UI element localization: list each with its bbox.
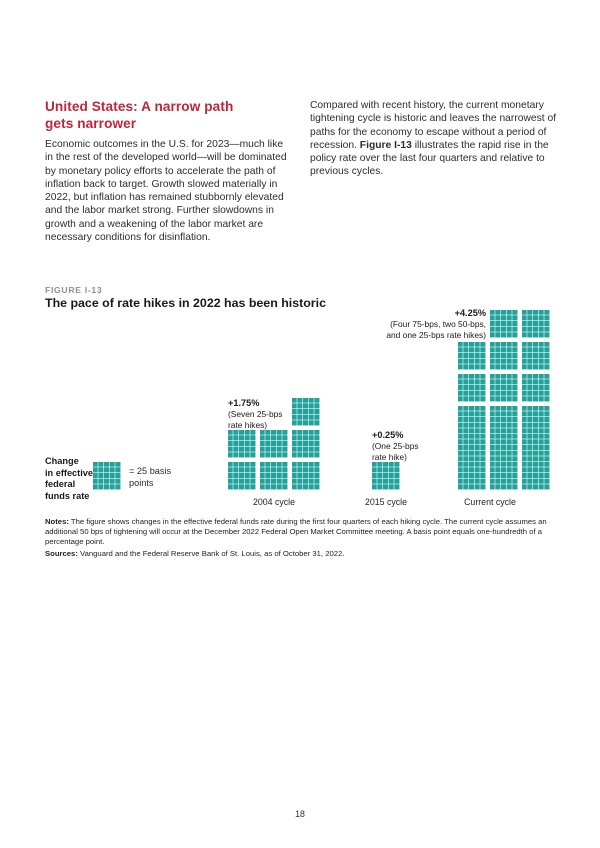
waffle-block-group [490, 342, 518, 370]
waffle-block-group [490, 374, 518, 402]
waffle-block-group [292, 430, 320, 458]
body-right-text-after: illustrates the rapid rise in the policy rate over the last four quarters and relative to previous cycles. [310, 139, 549, 178]
waffle-column [522, 310, 550, 490]
waffle-block-group [522, 342, 550, 370]
legend-axis-label-line: Change [45, 456, 79, 466]
waffle-block-group [490, 406, 518, 490]
figure-label: FIGURE I-13 [45, 285, 103, 295]
legend-axis-label-line: funds rate [45, 490, 90, 501]
annotation-2004-line: rate hikes) [228, 419, 268, 430]
annotation-2004-cycle [228, 398, 282, 431]
annotation-2015-line: (One 25-bps [372, 441, 419, 451]
waffle-column [372, 462, 400, 490]
section-heading-line-1: United States: A narrow path [45, 99, 234, 114]
waffle-block-group [292, 462, 320, 490]
annotation-current-line: (Four 75-bps, two 50-bps, [390, 319, 486, 329]
figure-notes [45, 517, 557, 561]
figure-reference: Figure I-13 [359, 139, 412, 151]
legend-waffle-block [93, 462, 121, 490]
category-label-current-cycle: Current cycle [464, 497, 516, 507]
waffle-column [490, 310, 518, 490]
annotation-current-cycle [386, 308, 486, 341]
sources-text: Vanguard and the Federal Reserve Bank of St. Louis, as of October 31, 2022. [77, 549, 345, 558]
sources-label: Sources: [45, 549, 78, 558]
waffle-block-group [228, 430, 256, 458]
legend-axis-label [45, 456, 93, 502]
body-right-text: Compared with recent history, the current monetary tightening cycle is historic and leaves the narrowest of paths for the economy to escape without a period of recession. [310, 100, 557, 151]
annotation-2015-line: rate hike) [372, 451, 407, 462]
waffle-block-group [522, 310, 550, 338]
waffle-block-group [260, 430, 288, 458]
section-heading-line-2: gets narrower [45, 115, 137, 131]
figure-title: The pace of rate hikes in 2022 has been historic [45, 296, 326, 310]
notes-paragraph [45, 517, 557, 547]
annotation-current-line: and one 25-bps rate hikes) [386, 329, 486, 340]
waffle-block-group [458, 406, 486, 490]
waffle-chart-2015-cycle [372, 462, 400, 490]
notes-text: The figure shows changes in the effective federal funds rate during the first four quarters of each hiking cycle. The current cycle assumes an additional 50 bps of tightening will occur at the December 2022 Federal Open Market Committee meeting. A basis point equals one-hundredth of a percentage point. [45, 517, 547, 546]
annotation-current-value: +4.25% [454, 308, 486, 318]
body-paragraph-left: Economic outcomes in the U.S. for 2023—much like in the rest of the developed world—will be dominated by monetary policy efforts to accelerate the path of inflation back to target. Growth slowed materially in 2022, but inflation has remained stubbornly elevated and the labor market strong. Further slowdowns in growth and a weakening of the labor market are necessary conditions for disinflation. [45, 139, 287, 244]
legend-equals-line: points [129, 477, 154, 488]
annotation-2015-value: +0.25% [372, 430, 404, 440]
annotation-2004-value: +1.75% [228, 398, 260, 408]
legend-equals-line: = 25 basis [129, 466, 172, 476]
waffle-block-group [260, 462, 288, 490]
legend-axis-label-line: in effective [45, 467, 93, 478]
waffle-block-group [292, 398, 320, 426]
annotation-2004-line: (Seven 25-bps [228, 409, 283, 419]
legend-axis-label-line: federal [45, 479, 76, 489]
category-label-2004-cycle: 2004 cycle [252, 497, 296, 507]
annotation-2015-cycle [372, 430, 419, 463]
page-number: 18 [295, 809, 305, 819]
section-heading [45, 99, 305, 132]
waffle-block-group [372, 462, 400, 490]
waffle-block-group [458, 374, 486, 402]
waffle-block-group [490, 310, 518, 338]
waffle-column [228, 430, 256, 490]
waffle-block-group [522, 406, 550, 490]
waffle-block-group [458, 342, 486, 370]
waffle-column [260, 430, 288, 490]
waffle-column [458, 342, 486, 490]
notes-label: Notes: [45, 517, 69, 526]
legend-equals-label [129, 466, 171, 489]
waffle-block-group [228, 462, 256, 490]
waffle-block-group [522, 374, 550, 402]
category-label-2015-cycle: 2015 cycle [364, 497, 408, 507]
sources-paragraph [45, 549, 557, 559]
body-paragraph-right [310, 99, 562, 179]
waffle-column [292, 398, 320, 490]
